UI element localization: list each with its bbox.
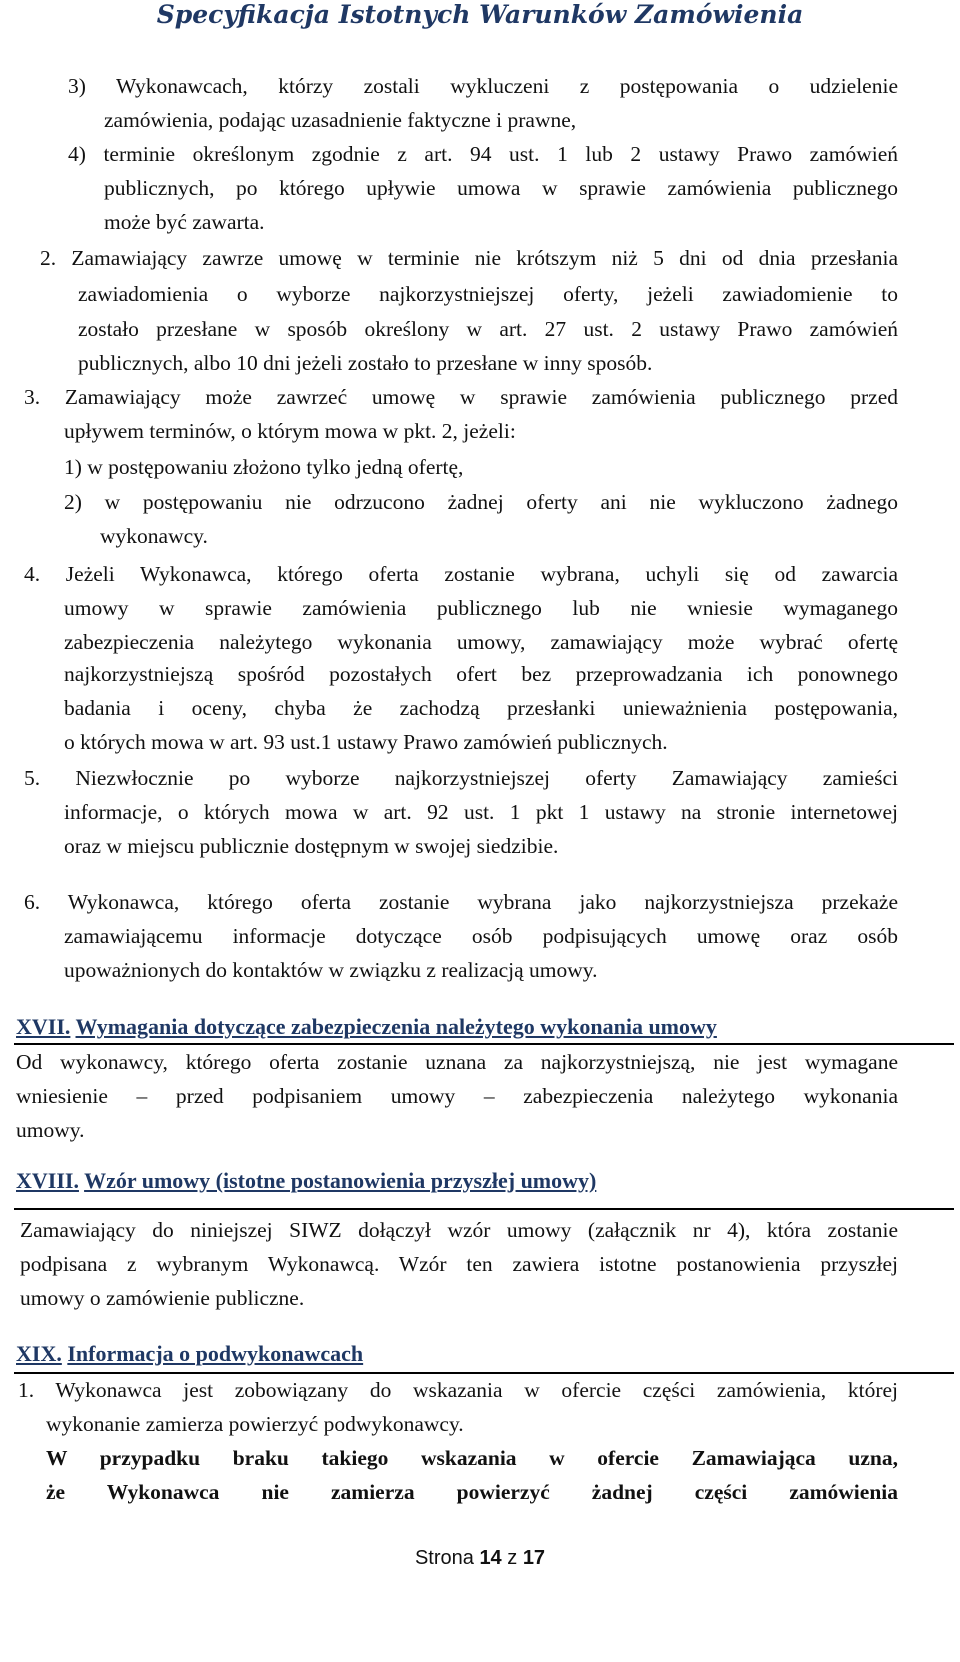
text-line: zamówienia, podając uzasadnienie faktyczne i prawne, [104, 108, 577, 132]
footer-page-number: 14 [479, 1547, 502, 1569]
page-header: Specyfikacja Istotnych Warunków Zamówienia [156, 0, 804, 29]
section-number: XVIII. [16, 1168, 79, 1193]
text-line: zawiadomienia o wyborze najkorzystniejszej oferty, jeżeli zawiadomienie to [78, 282, 898, 306]
text-line: wykonawcy. [100, 524, 208, 548]
section-divider [14, 1043, 954, 1045]
text-line: 2. Zamawiający zawrze umowę w terminie nie krótszym niż 5 dni od dnia przesłania [40, 246, 898, 270]
text-line: najkorzystniejszą spośród pozostałych ofert bez przeprowadzania ich ponownego [64, 662, 898, 686]
footer-prefix: Strona [414, 1547, 474, 1569]
page-footer [0, 1546, 960, 1570]
text-line: zostało przesłane w sposób określony w art. 27 ust. 2 ustawy Prawo zamówień [78, 317, 898, 341]
text-line: 3) Wykonawcach, którzy zostali wykluczeni z postępowania o udzielenie [68, 74, 898, 98]
section-heading-xvii [16, 1014, 717, 1040]
text-line: podpisana z wybranym Wykonawcą. Wzór ten zawiera istotne postanowienia przyszłej [20, 1252, 898, 1276]
text-line: 5. Niezwłocznie po wyborze najkorzystniejszej oferty Zamawiający zamieści [24, 766, 898, 790]
text-line: 3. Zamawiający może zawrzeć umowę w sprawie zamówienia publicznego przed [24, 385, 898, 409]
text-line: 6. Wykonawca, którego oferta zostanie wybrana jako najkorzystniejsza przekaże [24, 890, 898, 914]
text-line: upływem terminów, o którym mowa w pkt. 2, jeżeli: [64, 419, 516, 443]
text-line: Zamawiający do niniejszej SIWZ dołączył wzór umowy (załącznik nr 4), która zostanie [20, 1218, 898, 1242]
text-line: wykonanie zamierza powierzyć podwykonawcy. [46, 1412, 464, 1436]
section-heading-xix [16, 1341, 363, 1367]
text-line: umowy. [16, 1118, 85, 1142]
text-line: 4) terminie określonym zgodnie z art. 94 ust. 1 lub 2 ustawy Prawo zamówień [68, 142, 898, 166]
text-line: 4. Jeżeli Wykonawca, którego oferta zostanie wybrana, uchyli się od zawarcia [24, 562, 898, 586]
text-line: Od wykonawcy, którego oferta zostanie uznana za najkorzystniejszą, nie jest wymagane [16, 1050, 898, 1074]
text-line: umowy o zamówienie publiczne. [20, 1286, 305, 1310]
text-line: wniesienie – przed podpisaniem umowy – zabezpieczenia należytego wykonania [16, 1084, 898, 1108]
text-line: oraz w miejscu publicznie dostępnym w swojej siedzibie. [64, 834, 559, 858]
section-title: Informacja o podwykonawcach [67, 1341, 364, 1366]
text-line: 2) w postępowaniu nie odrzucono żadnej oferty ani nie wykluczono żadnego [64, 490, 898, 514]
bold-text-line: że Wykonawca nie zamierza powierzyć żadnej części zamówienia [46, 1480, 898, 1504]
text-line: o których mowa w art. 93 ust.1 ustawy Prawo zamówień publicznych. [64, 730, 668, 754]
section-number: XIX. [16, 1341, 62, 1366]
footer-separator: z [507, 1547, 518, 1569]
section-divider [14, 1208, 954, 1210]
bold-text-line: W przypadku braku takiego wskazania w ofercie Zamawiająca uzna, [46, 1446, 898, 1470]
section-title: Wymagania dotyczące zabezpieczenia należytego wykonania umowy [75, 1014, 717, 1039]
text-line: może być zawarta. [104, 210, 265, 234]
text-line: umowy w sprawie zamówienia publicznego lub nie wniesie wymaganego [64, 596, 898, 620]
text-line: informacje, o których mowa w art. 92 ust. 1 pkt 1 ustawy na stronie internetowej [64, 800, 898, 824]
text-line: 1. Wykonawca jest zobowiązany do wskazania w ofercie części zamówienia, której [18, 1378, 898, 1402]
text-line: upoważnionych do kontaktów w związku z realizacją umowy. [64, 958, 598, 982]
text-line: 1) w postępowaniu złożono tylko jedną ofertę, [64, 455, 464, 479]
footer-total-pages: 17 [522, 1547, 546, 1569]
text-line: zabezpieczenia należytego wykonania umowy, zamawiający może wybrać ofertę [64, 630, 898, 654]
section-title: Wzór umowy (istotne postanowienia przyszłej umowy) [84, 1168, 597, 1193]
text-line: publicznych, albo 10 dni jeżeli zostało to przesłane w inny sposób. [78, 351, 653, 375]
text-line: badania i oceny, chyba że zachodzą przesłanki unieważnienia postępowania, [64, 696, 898, 720]
text-line: publicznych, po którego upływie umowa w sprawie zamówienia publicznego [104, 176, 898, 200]
section-number: XVII. [16, 1014, 71, 1039]
section-divider [14, 1372, 954, 1374]
text-line: zamawiającemu informacje dotyczące osób podpisujących umowę oraz osób [64, 924, 898, 948]
section-heading-xviii [16, 1168, 596, 1194]
